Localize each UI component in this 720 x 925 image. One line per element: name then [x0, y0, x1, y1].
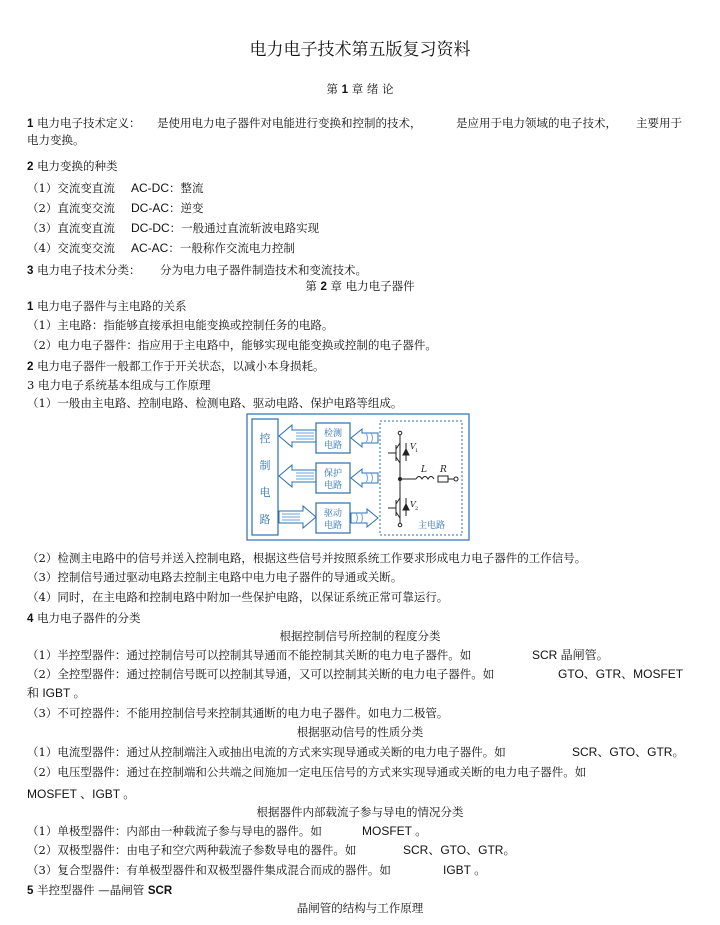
list-desc: ：逆变 — [169, 201, 204, 215]
inductor-label: L — [421, 465, 427, 475]
list-index: （1） — [27, 181, 58, 195]
arrow-protect-to-control — [279, 465, 316, 487]
section-1-text-d: 电力变换。 — [27, 133, 85, 147]
section-3-body: 分为电力电子器件制造技术和变流技术。 — [160, 263, 367, 277]
main-circuit-schematic — [388, 431, 458, 527]
resistor-label: R — [440, 465, 447, 475]
arrow-main-to-detect — [351, 429, 378, 447]
protect-label-1: 保护 — [323, 469, 343, 479]
section-1-text-c: 主要用于 — [636, 116, 682, 130]
c2-section-3-heading: 3 电力电子系统基本组成与工作原理 — [27, 378, 211, 392]
half-control-desc: （1）半控型器件：通过控制信号可以控制其导通而不能控制其关断的电力电子器件。如 — [27, 648, 472, 662]
composite-example: IGBT 。 — [443, 863, 487, 877]
c2-section-5-number: 5 — [27, 885, 34, 897]
section-3-number: 3 — [27, 265, 34, 277]
bipolar-example: SCR、GTO、GTR。 — [403, 843, 516, 857]
half-control-example: SCR 晶闸管。 — [532, 648, 609, 662]
list-index: （2） — [27, 201, 58, 215]
full-control-example: GTO、GTR、MOSFET — [558, 667, 684, 681]
c2-section-4-number: 4 — [27, 613, 34, 625]
list-item — [27, 240, 115, 256]
section-1-heading: 电力电子技术定义： — [37, 116, 141, 130]
subheading-control-degree: 根据控制信号所控制的程度分类 — [279, 629, 441, 643]
list-item — [27, 220, 115, 236]
c2-section-2-number: 2 — [27, 361, 34, 373]
arrow-drive-to-main — [351, 509, 378, 527]
list-item-detail — [131, 200, 204, 216]
section-2-number: 2 — [27, 161, 34, 173]
c2-section-1-title: 电力电子器件与主电路的关系 — [37, 299, 187, 313]
list-code: DC-DC — [131, 221, 170, 235]
c2-section-4-title: 电力电子器件的分类 — [37, 611, 141, 625]
arrow-control-to-drive — [279, 506, 316, 528]
c2-section-2-body: 电力电子器件一般都工作于开关状态，以减小本身损耗。 — [37, 359, 325, 373]
chapter-2-prefix: 第 — [305, 279, 317, 293]
v2-label: V — [410, 500, 416, 509]
list-item-detail — [131, 220, 319, 236]
list-item — [27, 180, 115, 196]
list-code: AC-DC — [131, 181, 169, 195]
list-item-detail — [131, 180, 204, 196]
chapter-1-heading — [0, 81, 720, 98]
current-type-example: SCR、GTO、GTR。 — [572, 745, 685, 759]
section-1-text-a: 是使用电力电子器件对电能进行变换和控制的技术， — [157, 116, 422, 130]
drive-label-2: 电路 — [323, 521, 343, 531]
c2-section-3-item-3: （3）控制信号通过驱动电路去控制主电路中电力电子器件的导通或关断。 — [27, 570, 403, 584]
section-2-title: 电力变换的种类 — [37, 159, 118, 173]
c2-section-4-heading — [27, 610, 141, 627]
list-code: AC-AC — [131, 241, 169, 255]
c2-section-1-heading — [27, 298, 187, 315]
list-index: （4） — [27, 241, 58, 255]
unipolar-desc: （1）单极型器件：内部由一种载流子参与导电的器件。如 — [27, 824, 322, 838]
system-block-diagram — [246, 413, 470, 541]
c2-section-2 — [27, 358, 325, 375]
list-desc: ：一般通过直流斩波电路实现 — [169, 221, 320, 235]
control-char-2: 制 — [259, 459, 271, 472]
c2-section-1-number: 1 — [27, 301, 34, 313]
section-2-heading — [27, 158, 118, 175]
document-title: 电力电子技术第五版复习资料 — [249, 40, 471, 60]
v2-subscript: 2 — [415, 506, 419, 512]
voltage-type-example: MOSFET 、IGBT 。 — [27, 787, 136, 801]
section-1-text-b: 是应用于电力领域的电子技术， — [456, 116, 617, 130]
v1-subscript: 1 — [415, 448, 419, 454]
c2-section-3-item-1: （1）一般由主电路、控制电路、检测电路、驱动电路、保护电路等组成。 — [27, 396, 403, 410]
c2-section-1-item-1: （1）主电路：指能够直接承担电能变换或控制任务的电路。 — [27, 318, 334, 332]
full-control-example-cont: 和 IGBT 。 — [27, 686, 86, 700]
thyristor-subheading: 晶闸管的结构与工作原理 — [296, 901, 424, 915]
bipolar-desc: （2）双极型器件：由电子和空穴两种载流子参数导电的器件。如 — [27, 843, 357, 857]
current-type-desc: （1）电流型器件：通过从控制端注入或抽出电流的方式来实现导通或关断的电力电子器件。如 — [27, 745, 506, 759]
arrow-detect-to-control — [279, 425, 316, 447]
subheading-carrier: 根据器件内部载流子参与导电的情况分类 — [256, 805, 464, 819]
list-desc: ：一般称作交流电力控制 — [168, 241, 295, 255]
control-char-3: 电 — [259, 486, 271, 499]
c2-section-1-item-2: （2）电力电子器件：指应用于主电路中，能够实现电能变换或控制的电子器件。 — [27, 338, 437, 352]
list-desc: ：整流 — [169, 181, 204, 195]
composite-desc: （3）复合型器件：有单极型器件和双极型器件集成混合而成的器件。如 — [27, 863, 391, 877]
list-name: 直流变直流 — [57, 221, 115, 235]
section-3-heading — [27, 262, 141, 279]
c2-section-3-item-2: （2）检测主电路中的信号并送入控制电路，根据这些信号并按照系统工作要求形成电力电子器件的工作信号。 — [27, 551, 587, 565]
control-char-4: 路 — [259, 513, 271, 526]
voltage-type-desc: （2）电压型器件：通过在控制端和公共端之间施加一定电压信号的方式来实现导通或关断的电力电子器件。如 — [27, 765, 587, 779]
list-item-detail — [131, 240, 295, 256]
main-circuit-label: 主电路 — [418, 521, 446, 531]
chapter-2-number: 2 — [320, 281, 327, 293]
v1-label: V — [410, 442, 416, 451]
control-char-1: 控 — [259, 432, 271, 445]
section-3-title: 电力电子技术分类： — [37, 263, 141, 277]
list-name: 直流变交流 — [57, 201, 115, 215]
detect-label-2: 电路 — [323, 441, 343, 451]
list-name: 交流变交流 — [57, 241, 115, 255]
full-control-desc: （2）全控型器件：通过控制信号既可以控制其导通，又可以控制其关断的电力电子器件。如 — [27, 667, 495, 681]
subheading-drive-signal: 根据驱动信号的性质分类 — [296, 725, 424, 739]
c2-section-5-code: SCR — [147, 885, 173, 897]
section-1-line-1 — [27, 115, 141, 132]
chapter-1-title: 章 绪 论 — [351, 82, 394, 96]
section-1-number: 1 — [27, 118, 34, 130]
detect-label-1: 检测 — [323, 429, 343, 439]
uncontrolled-desc: （3）不可控器件：不能用控制信号来控制其通断的电力电子器件。如电力二极管。 — [27, 706, 449, 720]
chapter-2-title: 章 电力电子器件 — [330, 279, 415, 293]
c2-section-3-item-4: （4）同时，在主电路和控制电路中附加一些保护电路，以保证系统正常可靠运行。 — [27, 590, 449, 604]
chapter-1-prefix: 第 — [326, 82, 338, 96]
list-item — [27, 200, 115, 216]
c2-section-5-heading — [27, 882, 172, 899]
chapter-1-number: 1 — [341, 84, 349, 96]
chapter-2-heading — [0, 278, 720, 295]
list-index: （3） — [27, 221, 58, 235]
list-name: 交流变直流 — [57, 181, 115, 195]
list-code: DC-AC — [131, 201, 169, 215]
protect-label-2: 电路 — [323, 481, 343, 491]
drive-label-1: 驱动 — [323, 509, 343, 519]
unipolar-example: MOSFET 。 — [362, 824, 428, 838]
arrow-main-to-protect — [351, 469, 378, 487]
c2-section-5-title: 半控型器件 —晶闸管 — [37, 883, 145, 897]
